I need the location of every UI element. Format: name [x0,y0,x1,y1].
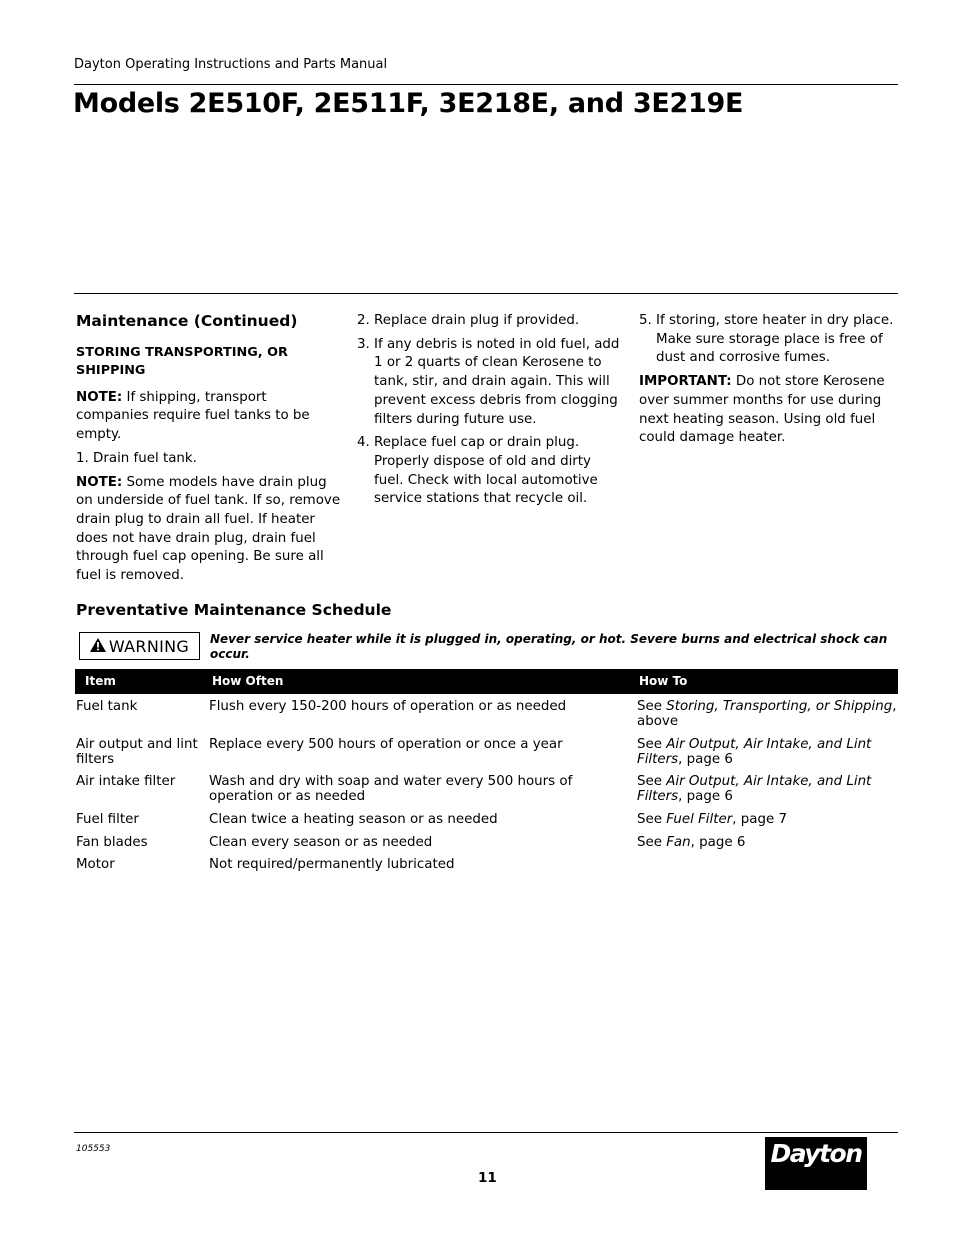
step-number: 3. [357,336,375,352]
schedule-heading: Preventative Maintenance Schedule [76,601,392,619]
how-to-suffix: , page 7 [732,812,787,827]
footer-rule [74,1132,898,1133]
how-to-reference: Storing, Transporting, or Shipping [666,699,893,714]
cell-how-often: Wash and dry with soap and water every 500 hours of operation or as needed [209,774,573,804]
important-note [639,373,897,448]
step-5 [639,312,897,368]
table-header [75,669,898,694]
step-text: If any debris is noted in old fuel, add 1 or 2 quarts of clean Kerosene to tank, stir, and drain again. This will prevent excess debris from clogging filters during future use. [374,336,620,427]
note-text: Some models have drain plug on underside of fuel tank. If so, remove drain plug to drain all fuel. If heater does not have drain plug, drain fuel through fuel cap opening. Be sure all fuel is removed. [76,474,341,584]
how-to-suffix: , page 6 [678,752,733,767]
how-to-suffix: , above [637,699,897,729]
step-text: Drain fuel tank. [93,450,197,466]
cell-how-to [637,699,899,729]
warning-triangle-icon [90,637,106,656]
page-title: Models 2E510F, 2E511F, 3E218E, and 3E219E [73,88,744,119]
how-to-prefix: See [637,699,667,714]
note-text: If shipping, transport companies require fuel tanks to be empty. [76,389,310,443]
cell-how-often: Replace every 500 hours of operation or once a year [209,737,563,752]
warning-text: Never service heater while it is plugged in, operating, or hot. Severe burns and electrical shock can occur. [210,632,888,661]
maintenance-column-3 [639,312,897,453]
step-number: 2. [357,313,375,328]
maintenance-heading: Maintenance (Continued) [76,312,298,330]
cell-how-often: Not required/permanently lubricated [209,857,455,872]
step-text: Replace fuel cap or drain plug. Properly dispose of old and dirty fuel. Check with local automotive service stations that recycle oil. [374,435,598,507]
document-number: 105553 [76,1144,111,1154]
note-label: NOTE: [76,474,123,490]
warning-label: WARNING [108,636,190,656]
step-text: Replace drain plug if provided. [374,313,580,328]
how-to-reference: Air Output, Air Intake, and Lint Filters [637,737,872,767]
dayton-logo [765,1137,867,1190]
important-text: Do not store Kerosene over summer months for use during next heating season. Using old fuel could damage heater. [639,374,885,446]
how-to-reference: Air Output, Air Intake, and Lint Filters [637,774,872,804]
step-text: If storing, store heater in dry place. Make sure storage place is free of dust and corrosive fumes. [656,313,894,366]
section-rule [74,293,898,294]
how-to-prefix: See [637,737,667,752]
how-to-prefix: See [637,835,667,850]
cell-how-to [637,774,899,804]
how-to-reference: Fan [666,835,691,850]
step-number: 4. [357,435,375,451]
how-to-suffix: , page 6 [678,789,733,804]
maintenance-column-2 [357,312,622,514]
cell-item: Air output and lint filters [76,737,198,767]
how-to-prefix: See [637,812,667,827]
column-header-item: Item [85,674,116,688]
column-header-how-to: How To [639,674,688,688]
how-to-prefix: See [637,774,667,789]
step-2 [357,312,622,331]
cell-how-to [637,812,899,827]
cell-how-often: Clean twice a heating season or as needed [209,812,498,827]
step-3 [357,336,622,430]
step-number: 1. [76,450,94,466]
cell-item: Fan blades [76,835,148,850]
warning-badge [79,632,200,660]
note-label: NOTE: [76,389,123,405]
cell-item: Fuel tank [76,699,138,714]
cell-item: Air intake filter [76,774,176,789]
column-header-how-often: How Often [212,674,284,688]
how-to-suffix: , page 6 [690,835,746,850]
note-drain-plug [76,474,342,586]
step-number: 5. [639,313,657,328]
cell-item: Fuel filter [76,812,139,827]
manual-title: Dayton Operating Instructions and Parts Manual [74,57,388,72]
how-to-reference: Fuel Filter [666,812,733,827]
important-label: IMPORTANT: [639,374,732,390]
logo-text: Dayton [770,1139,862,1168]
cell-how-to [637,835,899,850]
page-number: 11 [478,1170,497,1186]
maintenance-column-1 [76,312,342,591]
header-rule [74,84,898,85]
cell-item: Motor [76,857,115,872]
step-4 [357,434,622,509]
step-1 [76,450,342,469]
cell-how-to [637,737,899,767]
cell-how-often: Clean every season or as needed [209,835,433,850]
cell-how-often: Flush every 150-200 hours of operation or as needed [209,699,567,714]
storing-subheading: STORING TRANSPORTING, OR SHIPPING [76,344,288,378]
note-shipping [76,389,342,445]
